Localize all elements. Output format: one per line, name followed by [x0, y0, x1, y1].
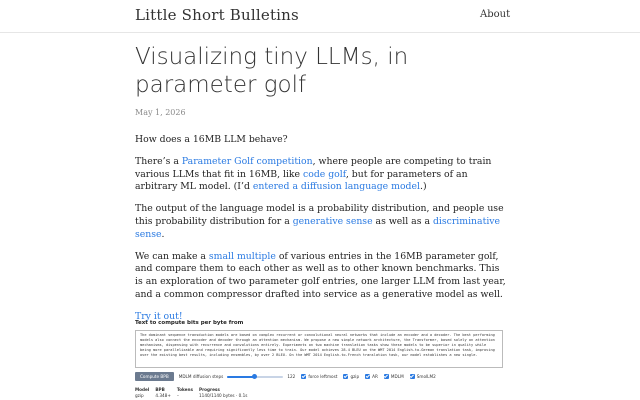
steps-slider[interactable] — [227, 376, 283, 378]
paragraph-small-multiple — [135, 251, 507, 302]
checkbox-label: gzip — [350, 373, 360, 379]
text-span: of various entries in the 16MB parameter golf, and compare them to each other as well as to other known benchmarks. This is an exploration of two parameter golf entries, one larger LLM from last year, and a common compressor drafted into service as a generative model as well. — [135, 250, 506, 300]
checkbox-label: MDLM — [390, 373, 404, 379]
checkbox-smollm2[interactable] — [410, 374, 436, 379]
text-span: We can make a — [135, 250, 209, 262]
text-span: , but for parameters of an arbitrary ML model. (I’d — [135, 168, 468, 193]
bpb-widget — [135, 320, 503, 400]
bpb-text-input[interactable] — [135, 330, 503, 368]
slider-thumb[interactable] — [252, 374, 257, 379]
text-span: as well as a — [372, 215, 433, 227]
checkbox-ar[interactable] — [365, 374, 378, 379]
checkbox-label: force leftmost — [308, 373, 338, 379]
post-content — [135, 134, 507, 333]
checkbox-label: SmolLM2 — [416, 373, 436, 379]
code-golf-link[interactable]: code golf — [303, 168, 346, 180]
parameter-golf-link[interactable]: Parameter Golf competition — [181, 155, 313, 167]
site-title[interactable]: Little Short Bulletins — [135, 6, 299, 24]
checkbox-force-leftmost[interactable] — [301, 374, 337, 379]
text-span: The output of the language model is a probability distribution, and people use this probability distribution for a — [135, 203, 504, 227]
checkbox-mdlm[interactable] — [384, 374, 404, 379]
paragraph-competition — [135, 156, 507, 194]
checkbox-box[interactable] — [301, 374, 306, 379]
column-header: BPB — [155, 387, 165, 392]
results-table — [135, 387, 253, 398]
text-span: , where people are competing to train various LLMs that fit in 16MB, like — [135, 155, 492, 180]
column-header: Tokens — [176, 387, 193, 392]
try-it-out-link[interactable]: Try it out! — [135, 310, 183, 322]
paragraph-intro: How does a 16MB LLM behave? — [135, 134, 288, 145]
checkbox-label: AR — [372, 373, 378, 379]
column-header: Progress — [199, 387, 220, 392]
steps-label: MDLM diffusion steps — [178, 374, 224, 379]
generative-sense-link[interactable]: generative sense — [292, 215, 373, 227]
nav-about-link[interactable]: About — [480, 9, 511, 20]
text-span: There’s a — [135, 155, 182, 167]
post-date: May 1, 2026 — [135, 108, 186, 117]
widget-title: Text to compute bits per byte from — [135, 320, 244, 326]
checkbox-box[interactable] — [410, 374, 415, 379]
table-row — [135, 393, 253, 398]
diffusion-model-link[interactable]: entered a diffusion language model — [252, 181, 420, 193]
slider-fill — [227, 376, 254, 378]
text-span: .) — [419, 181, 427, 193]
model-checkboxes — [295, 374, 435, 380]
column-header: Model — [135, 387, 150, 392]
text-span: . — [161, 228, 165, 240]
widget-controls — [135, 372, 503, 381]
compute-bpb-button[interactable]: Compute BPB — [135, 372, 174, 381]
steps-value: 122 — [287, 374, 296, 379]
discriminative-sense-link[interactable]: discriminative sense — [135, 215, 501, 240]
cell-tokens: – — [176, 393, 179, 398]
cell-bpb: 4.348+ — [155, 393, 171, 398]
post-title: Visualizing tiny LLMs, in parameter golf — [135, 44, 409, 98]
cell-progress: 1140/1140 bytes · 0.1s — [199, 393, 248, 398]
cell-model: gzip — [135, 393, 144, 398]
paragraph-distribution — [135, 203, 507, 241]
checkbox-box[interactable] — [343, 374, 348, 379]
checkbox-gzip[interactable] — [343, 374, 359, 379]
checkbox-box[interactable] — [384, 374, 389, 379]
site-header — [0, 0, 640, 33]
small-multiple-link[interactable]: small multiple — [208, 250, 276, 262]
checkbox-box[interactable] — [365, 374, 370, 379]
